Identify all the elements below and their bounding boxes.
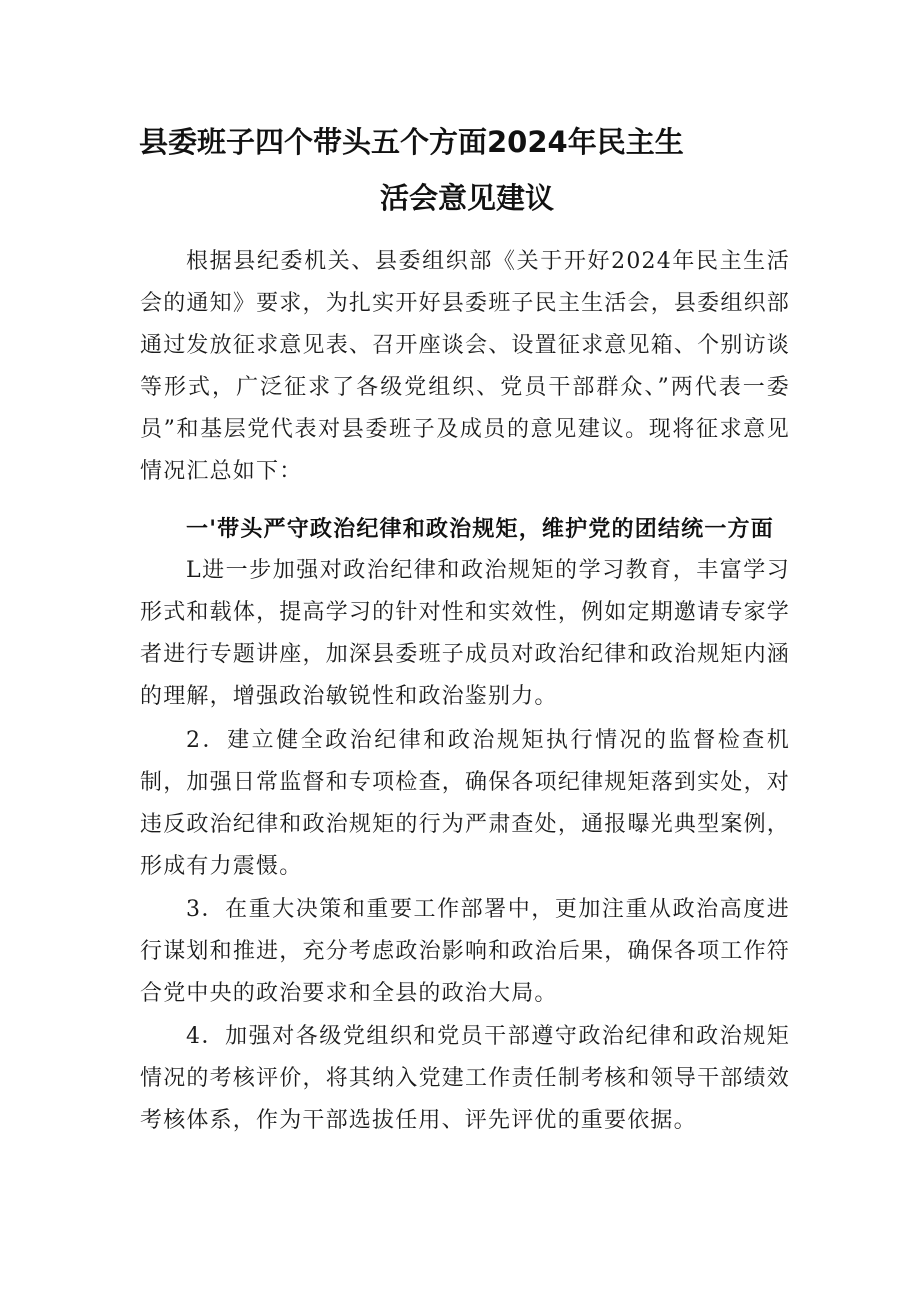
intro-paragraph: 根据县纪委机关、县委组织部《关于开好2024年民主生活会的通知》要求，为扎实开好县委班子民主生活会，县委组织部通过发放征求意见表、召开座谈会、设置征求意见箱、个别访谈等形式，广泛征求了各级党组织、党员干部群众、”两代表一委员”和基层党代表对县委班子及成员的意见建议。现将征求意见情况汇总如下：	[140, 249, 790, 484]
document-title-line-1: 县委班子四个带头五个方面2024年民主生	[139, 125, 684, 159]
list-item-2: 2．建立健全政治纪律和政治规矩执行情况的监督检查机制，加强日常监督和专项检查，确保各项纪律规矩落到实处，对违反政治纪律和政治规矩的行为严肃查处，通报曝光典型案例，形成有力震慑。	[140, 728, 790, 879]
list-item-1: L进一步加强对政治纪律和政治规矩的学习教育，丰富学习形式和载体，提高学习的针对性和实效性，例如定期邀请专家学者进行专题讲座，加深县委班子成员对政治纪律和政治规矩内涵的理解，增强政治敏锐性和政治鉴别力。	[140, 558, 790, 709]
section-heading-1: 一'带头严守政治纪律和政治规矩，维护党的团结统一方面	[186, 516, 774, 542]
document-title-line-2: 活会意见建议	[380, 181, 555, 215]
list-item-3: 3．在重大决策和重要工作部署中，更加注重从政治高度进行谋划和推进，充分考虑政治影响和政治后果，确保各项工作符合党中央的政治要求和全县的政治大局。	[140, 897, 790, 1006]
list-item-4: 4．加强对各级党组织和党员干部遵守政治纪律和政治规矩情况的考核评价，将其纳入党建工作责任制考核和领导干部绩效考核体系，作为干部选拔任用、评先评优的重要依据。	[140, 1024, 790, 1133]
